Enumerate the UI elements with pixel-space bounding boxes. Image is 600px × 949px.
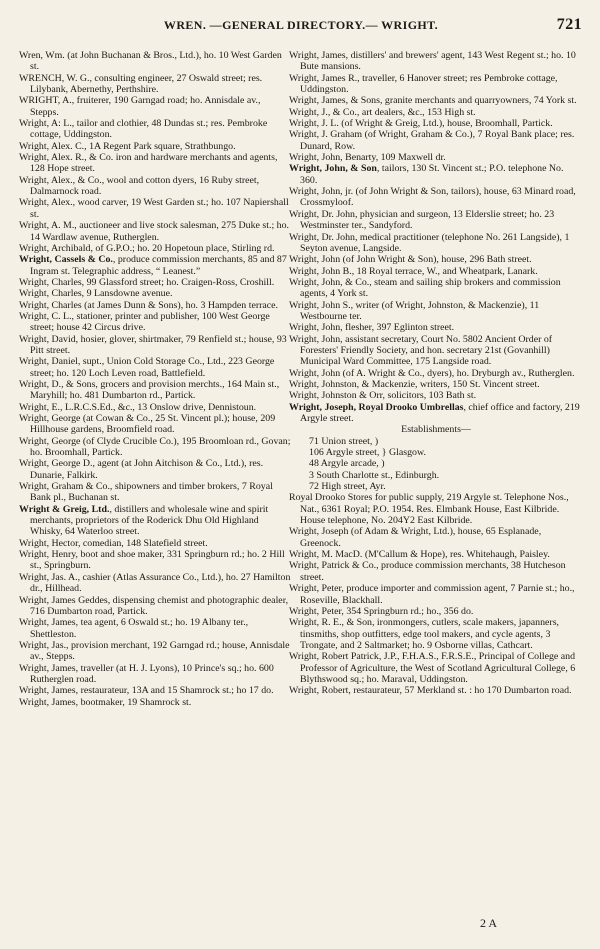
directory-entry: Wright & Greig, Ltd., distillers and wholesale wine and spirit merchants, proprietors of the Roderick Dhu Old Highland Whisky, 64 Waterloo street. xyxy=(19,503,269,538)
directory-entry: Wright, James, & Sons, granite merchants and quarryowners, 74 York st. xyxy=(289,95,577,107)
directory-entry: Wright, James R., traveller, 6 Hanover street; res Pembroke cottage, Uddingston. xyxy=(289,72,558,96)
directory-entry: Wright, Alex., wood carver, 19 West Garden st.; ho. 107 Napiershall st. xyxy=(19,197,289,220)
directory-entry: Wright, George D., agent (at John Aitchison & Co., Ltd.), res. Dunarie, Falkirk. xyxy=(19,458,264,481)
signature-mark: 2 A xyxy=(480,916,498,930)
directory-entry: Wright, J. Graham (of Wright, Graham & Co.), 7 Royal Bank place; res. Dunard, Row. xyxy=(289,129,575,152)
page-header xyxy=(20,10,582,40)
directory-entry: Wright, George (at Cowan & Co., 25 St. Vincent pl.); house, 209 Hillhouse gardens, Broomfield road. xyxy=(19,413,276,436)
directory-entry: Wright, Robert Patrick, J.P., F.H.A.S., F.R.S.E., Principal of College and Professor of Agriculture, the West of Scotland Agricultural College, 6 Blythswood sq.; ho. Maraval, Uddingston. xyxy=(289,651,576,685)
directory-entry: WRENCH, W. G., consulting engineer, 27 Oswald street; res. Lilybank, Abernethy, Perthshire. xyxy=(19,72,263,96)
directory-entry: Wright, Joseph (of Adam & Wright, Ltd.), house, 65 Esplanade, Greenock. xyxy=(289,526,542,549)
directory-entry: Wright, Charles, 9 Lansdowne avenue. xyxy=(19,288,173,300)
directory-entry: Wright, John (of A. Wright & Co., dyers), ho. Dryburgh av., Rutherglen. xyxy=(289,367,575,379)
directory-entry: Wright, A: L., tailor and clothier, 48 Dundas st.; res. Pembroke cottage, Uddingston. xyxy=(19,118,268,141)
directory-entry: Wright, Alex. R., & Co. iron and hardware merchants and agents, 128 Hope street. xyxy=(19,152,278,175)
directory-entry: Wright, Archibald, of G.P.O.; ho. 20 Hopetoun place, Stirling rd. xyxy=(19,242,275,254)
directory-entry: Royal Drooko Stores for public supply, 219 Argyle st. Telephone Nos., Nat., 6361 Royal; P.O. 1954. Res. Elmbank House, East Kilbride. House telephone, No. 204Y2 East Kilbride. xyxy=(289,492,569,527)
running-head: WREN. —GENERAL DIRECTORY.— WRIGHT. xyxy=(163,18,439,32)
directory-entry: Wright, Patrick & Co., produce commission merchants, 38 Hutcheson street. xyxy=(289,560,566,583)
directory-entry: Wright, John B., 18 Royal terrace, W., and Wheatpark, Lanark. xyxy=(289,265,538,277)
directory-entry: Wright, John, flesher, 397 Eglinton street. xyxy=(289,322,455,334)
directory-entry: Wright, Robert, restaurateur, 57 Merkland st. : ho 170 Dumbarton road. xyxy=(289,685,572,697)
directory-entry: Wright, Dr. John, medical practitioner (telephone No. 261 Langside), 1 Seyton avenue, Langside. xyxy=(289,231,570,254)
header-left: WREN. xyxy=(163,18,207,32)
directory-entry: Wright, Johnston & Orr, solicitors, 103 Bath st. xyxy=(289,390,477,402)
left-column xyxy=(19,50,291,920)
header-center: GENERAL DIRECTORY. xyxy=(222,18,366,32)
directory-entry: Wright, Joseph, Royal Drooko Umbrellas, chief office and factory, 219 Argyle street. xyxy=(289,401,580,424)
establishment-row: 48 Argyle arcade, ) xyxy=(309,458,385,470)
directory-entry: Wright, James, distillers' and brewers' agent, 143 West Regent st.; ho. 10 Bute mansions. xyxy=(289,50,576,73)
establishment-row: 3 South Charlotte st., Edinburgh. xyxy=(309,469,440,481)
directory-entry: Wright, C. L., stationer, printer and publisher, 100 West George street; house 42 Circus drive. xyxy=(19,310,270,334)
directory-entry: Wright, D., & Sons, grocers and provision merchts., 164 Main st., Maryhill; ho. 481 Dumbarton rd., Partick. xyxy=(19,378,280,402)
header-right: WRIGHT. xyxy=(381,18,439,32)
directory-entry: Wright, Hector, comedian, 148 Slatefield street. xyxy=(19,537,208,549)
directory-entry: Wright, John S., writer (of Wright, Johnston, & Mackenzie), 11 Westbourne ter. xyxy=(289,299,540,322)
directory-entry: Wright, James, restaurateur, 13A and 15 Shamrock st.; ho 17 do. xyxy=(19,685,274,697)
directory-entry: Wright, James, tea agent, 6 Oswald st.; ho. 19 Albany ter., Shettleston. xyxy=(19,617,249,640)
directory-entry: Wright, Henry, boot and shoe maker, 331 Springburn rd.; ho. 2 Hill st., Springburn. xyxy=(19,549,285,572)
right-column xyxy=(289,50,583,920)
directory-entry: Wren, Wm. (at John Buchanan & Bros., Ltd.), ho. 10 West Garden st. xyxy=(19,50,282,73)
directory-entry: Wright, Alex., & Co., wool and cotton dyers, 16 Ruby street, Dalmarnock road. xyxy=(19,174,260,198)
directory-entry: Wright, Jas., provision merchant, 192 Garngad rd.; house, Annisdale av., Stepps. xyxy=(19,639,290,663)
directory-entry: Wright, Johnston, & Mackenzie, writers, 150 St. Vincent street. xyxy=(289,378,540,390)
directory-entry: Wright, John, & Son, tailors, 130 St. Vincent st.; P.O. telephone No. 360. xyxy=(289,163,564,186)
directory-entry: Wright, Peter, produce importer and commission agent, 7 Parnie st.; ho., Roseville, Blackhall. xyxy=(289,583,575,606)
directory-entry: Wright, Peter, 354 Springburn rd.; ho., 356 do. xyxy=(289,605,474,617)
directory-entry: Wright, J., & Co., art dealers, &c., 153 High st. xyxy=(289,106,476,118)
directory-entry: Wright, Dr. John, physician and surgeon, 13 Elderslie street; ho. 23 Westminster ter., Sandyford. xyxy=(289,208,555,232)
establishment-row: 106 Argyle street, } Glasgow. xyxy=(309,447,426,459)
establishment-row: 72 High street, Ayr. xyxy=(309,481,386,493)
directory-entry: Wright, James Geddes, dispensing chemist and photographic dealer, 716 Dumbarton road, Partick. xyxy=(19,594,289,617)
establishments-heading: Establishments— xyxy=(401,424,471,436)
directory-entry: Wright, George (of Clyde Crucible Co.), 195 Broomloan rd., Govan; ho. Broomhall, Partick. xyxy=(19,435,291,459)
directory-entry: Wright, Charles, 99 Glassford street; ho. Craigen-Ross, Croshill. xyxy=(19,276,275,288)
directory-entry: Wright, James, traveller (at H. J. Lyons), 10 Prince's sq.; ho. 600 Rutherglen road. xyxy=(19,662,274,685)
directory-entry: Wright, Charles (at James Dunn & Sons), ho. 3 Hampden terrace. xyxy=(19,299,279,311)
directory-entry: Wright, John, assistant secretary, Court No. 5802 Ancient Order of Foresters' Friendly Society, and hon. secretary 21st (Govanhill) Municipal Ward Committee, 175 Langside road. xyxy=(289,333,553,368)
directory-entry: WRIGHT, A., fruiterer, 190 Garngad road; ho. Annisdale av., Stepps. xyxy=(19,95,261,118)
establishment-row: 71 Union street, ) xyxy=(309,435,379,447)
directory-entry: Wright, Cassels & Co., produce commission merchants, 85 and 87 Ingram st. Telegraphic address, “ Leanest.” xyxy=(19,254,287,277)
directory-entry: Wright, John, jr. (of John Wright & Son, tailors), house, 63 Minard road, Crossmyloof. xyxy=(289,186,576,209)
page-number: 721 xyxy=(556,16,582,33)
directory-entry: Wright, James, bootmaker, 19 Shamrock st. xyxy=(19,696,192,708)
directory-entry: Wright, J. L. (of Wright & Greig, Ltd.), house, Broomhall, Partick. xyxy=(289,118,553,130)
directory-entry: Wright, R. E., & Son, ironmongers, cutlers, scale makers, japanners, tinsmiths, shop outfitters, edge tool makers, and cycle agents, 3 Trongate, and 2 Saltmarket; ho. 9 Osborne villas, Cathcart. xyxy=(289,617,560,651)
directory-entry: Wright, Graham & Co., shipowners and timber brokers, 7 Royal Bank pl., Buchanan st. xyxy=(19,481,273,504)
directory-entry: Wright, Alex. C., 1A Regent Park square, Strathbungo. xyxy=(19,140,236,152)
directory-entry: Wright, John, Benarty, 109 Maxwell dr. xyxy=(289,152,446,164)
directory-entry: Wright, David, hosier, glover, shirtmaker, 79 Renfield st.; house, 93 Pitt street. xyxy=(19,333,287,356)
directory-entry: Wright, John (of John Wright & Son), house, 296 Bath street. xyxy=(289,254,532,266)
directory-entry: Wright, Daniel, supt., Union Cold Storage Co., Ltd., 223 George street; ho. 120 Loch Leven road, Battlefield. xyxy=(19,356,275,379)
directory-entry: Wright, Jas. A., cashier (Atlas Assurance Co., Ltd.), ho. 27 Hamilton dr., Hillhead. xyxy=(19,571,291,595)
directory-entry: Wright, John, & Co., steam and sailing ship brokers and commission agents, 4 York st. xyxy=(289,276,561,300)
directory-entry: Wright, M. MacD. (M'Callum & Hope), res. Whitehaugh, Paisley. xyxy=(289,549,550,561)
directory-entry: Wright, A. M., auctioneer and live stock salesman, 275 Duke st.; ho. 14 Wardlaw avenue, Rutherglen. xyxy=(19,220,290,243)
directory-entry: Wright, E., L.R.C.S.Ed., &c., 13 Onslow drive, Dennistoun. xyxy=(19,401,257,413)
